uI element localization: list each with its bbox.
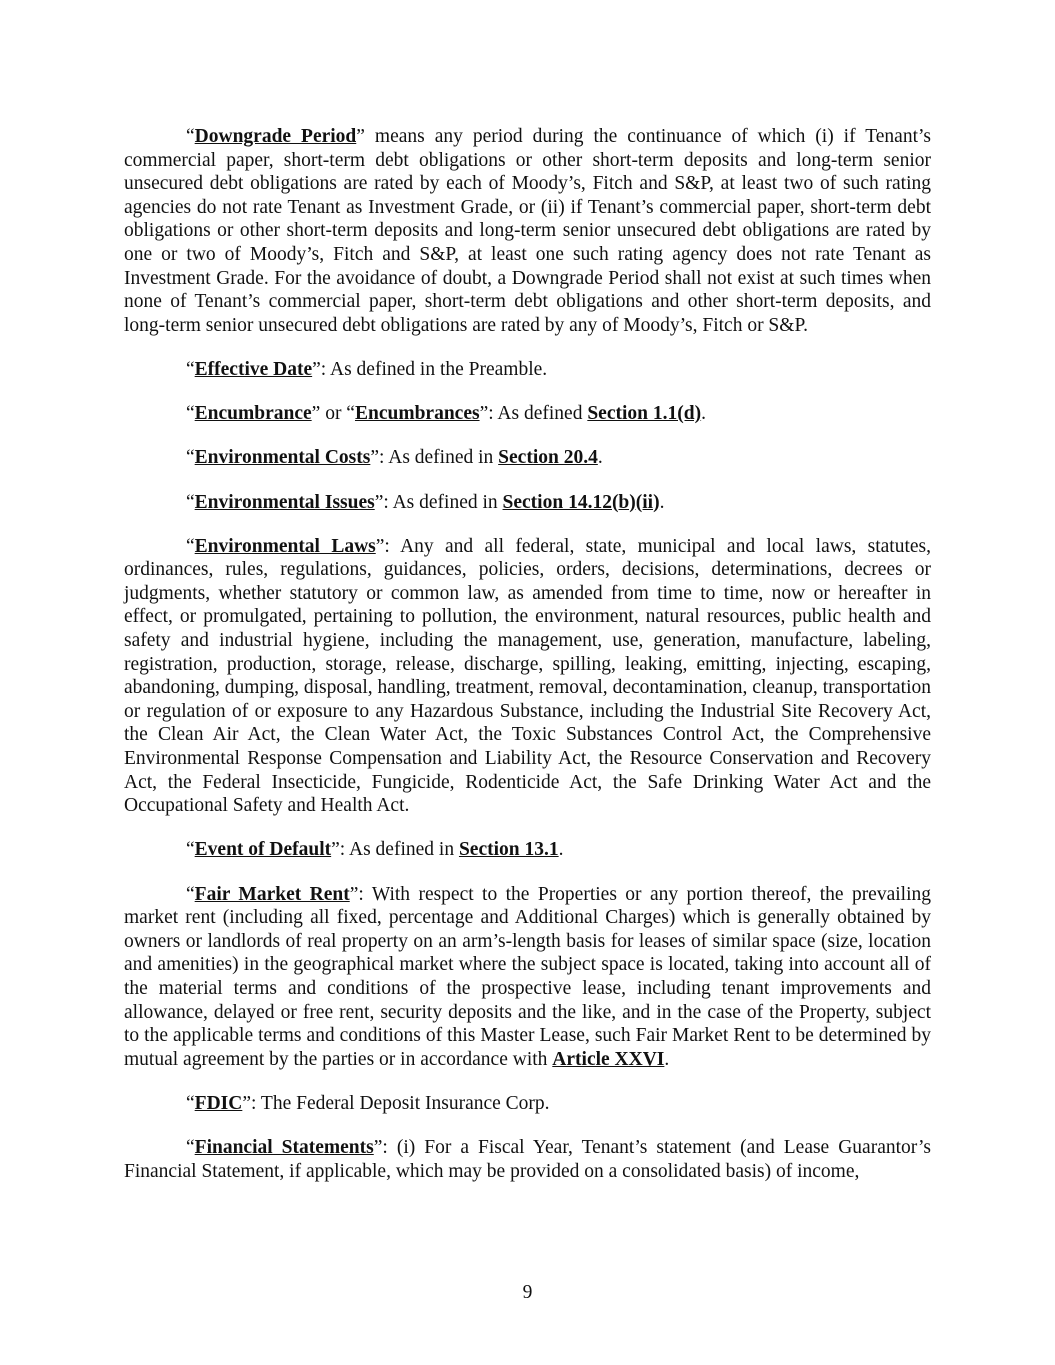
- defined-term: FDIC: [194, 1092, 243, 1114]
- definition-text: : As defined in: [383, 491, 503, 513]
- definition-text: : As defined: [488, 403, 588, 425]
- defined-term: Environmental Costs: [194, 447, 371, 469]
- definition-text: : As defined in: [339, 839, 459, 861]
- definition-encumbrance: “Encumbrance” or “Encumbrances”: As defined Section 1.1(d).: [186, 403, 706, 425]
- defined-term: Event of Default: [194, 839, 332, 861]
- definition-event-of-default: “Event of Default”: As defined in Section 13.1.: [186, 839, 564, 861]
- defined-term: Environmental Laws: [194, 535, 376, 557]
- definition-effective-date: “Effective Date”: As defined in the Preamble.: [186, 358, 548, 380]
- definition-environmental-costs: “Environmental Costs”: As defined in Section 20.4.: [186, 447, 603, 469]
- definition-environmental-issues: “Environmental Issues”: As defined in Section 14.12(b)(ii).: [186, 491, 665, 513]
- page-number: 9: [522, 1282, 533, 1303]
- section-reference: Section 14.12(b)(ii): [502, 491, 660, 513]
- defined-term: Encumbrance: [194, 403, 312, 425]
- definition-financial-statements: “Financial Statements”: (i) For a Fiscal Year, Tenant’s statement (and Lease Guarantor’s Financial Statement, if applicable, which may be provided on a consolidated basis) of income,: [124, 1137, 932, 1182]
- definition-text: : The Federal Deposit Insurance Corp.: [250, 1092, 550, 1114]
- section-reference: Section 13.1: [458, 839, 559, 861]
- definition-text: : Any and all federal, state, municipal and local laws, statutes, ordinances, rules, regulations, guidances, policies, orders, decisions, determinations, decrees or judgments, whether statutory or common law, as amended from time to time, now or hereafter in effect, or promulgated, pertaining to pollution, the environment, natural resources, public health and safety and industrial hygiene, including the management, use, generation, manufacture, labeling, registration, production, storage, release, discharge, spilling, leaking, emitting, injecting, escaping, abandoning, dumping, disposal, handling, treatment, removal, decontamination, cleanup, transportation or regulation of or exposure to any Hazardous Substance, including the Industrial Site Recovery Act, the Clean Air Act, the Clean Water Act, the Toxic Substances Control Act, the Comprehensive Environmental Response Compensation and Liability Act, the Resource Conservation and Recovery Act, the Federal Insecticide, Fungicide, Rodenticide Act, the Safe Drinking Water Act and the Occupational Safety and Health Act.: [124, 535, 931, 817]
- document-body: [124, 125, 931, 1204]
- definition-environmental-laws: “Environmental Laws”: Any and all federal, state, municipal and local laws, statutes, ordinances, rules, regulations, guidances, policies, orders, decisions, determinations, decrees or judgments, whether statutory or common law, as amended from time to time, now or hereafter in effect, or promulgated, pertaining to pollution, the environment, natural resources, public health and safety and industrial hygiene, including the management, use, generation, manufacture, labeling, registration, production, storage, release, discharge, spilling, leaking, emitting, injecting, escaping, abandoning, dumping, disposal, handling, treatment, removal, decontamination, cleanup, transportation or regulation of or exposure to any Hazardous Substance, including the Industrial Site Recovery Act, the Clean Air Act, the Clean Water Act, the Toxic Substances Control Act, the Comprehensive Environmental Response Compensation and Liability Act, the Resource Conservation and Recovery Act, the Federal Insecticide, Fungicide, Rodenticide Act, the Safe Drinking Water Act and the Occupational Safety and Health Act.: [124, 535, 931, 817]
- definition-text: : As defined in the Preamble.: [320, 358, 548, 380]
- definition-fdic: “FDIC”: The Federal Deposit Insurance Corp.: [186, 1092, 550, 1114]
- definition-fair-market-rent: “Fair Market Rent”: With respect to the Properties or any portion thereof, the prevailing market rent (including all fixed, percentage and Additional Charges) which is generally obtained by owners or landlords of real property on an arm’s-length basis for leases of similar space (size, location and amenities) in the geographical market where the subject space is located, taking into account all of the material terms and conditions of the prospective lease, including tenant improvements and allowance, delayed or free rent, security deposits and the like, and in the case of the Property, subject to the applicable terms and conditions of this Master Lease, such Fair Market Rent to be determined by mutual agreement by the parties or in accordance with Article XXVI.: [124, 883, 931, 1070]
- defined-term: Environmental Issues: [194, 491, 375, 513]
- article-reference: Article XXVI: [552, 1048, 665, 1070]
- section-reference: Section 20.4: [498, 447, 598, 469]
- section-reference: Section 1.1(d): [587, 403, 702, 425]
- definition-text: : With respect to the Properties or any portion thereof, the prevailing market rent (including all fixed, percentage and Additional Charges) which is generally obtained by owners or landlords of real property on an arm’s-length basis for leases of similar space (size, location and amenities) in the geographical market where the subject space is located, taking into account all of the material terms and conditions of the prospective lease, including tenant improvements and allowance, delayed or free rent, security deposits and the like, and in the case of the Property, subject to the applicable terms and conditions of this Master Lease, such Fair Market Rent to be determined by mutual agreement by the parties or in accordance with: [124, 883, 931, 1070]
- definition-text: : (i) For a Fiscal Year, Tenant’s statement (and Lease Guarantor’s Financial Statement, if applicable, which may be provided on a consolidated basis) of income,: [124, 1137, 932, 1182]
- defined-term: Financial Statements: [194, 1137, 374, 1159]
- definition-downgrade-period: “Downgrade Period” means any period during the continuance of which (i) if Tenant’s commercial paper, short-term debt obligations or other short-term deposits and long-term senior unsecured debt obligations are rated by each of Moody’s, Fitch and S&P, at least two of such rating agencies do not rate Tenant as Investment Grade, or (ii) if Tenant’s commercial paper, short-term debt obligations or other short-term deposits and long-term senior unsecured debt obligations are rated by one or two of Moody’s, Fitch and S&P, at least one such rating agency does not rate Tenant as Investment Grade. For the avoidance of doubt, a Downgrade Period shall not exist at such times when none of Tenant’s commercial paper, short-term debt obligations and other short-term deposits, and long-term senior unsecured debt obligations are rated by any of Moody’s, Fitch or S&P.: [124, 126, 931, 336]
- defined-term: Downgrade Period: [194, 126, 357, 147]
- defined-term: Fair Market Rent: [194, 883, 350, 905]
- defined-term: Effective Date: [194, 358, 313, 380]
- definition-text: means any period during the continuance of which (i) if Tenant’s commercial paper, short-term debt obligations or other short-term deposits and long-term senior unsecured debt obligations are rated by each of Moody’s, Fitch and S&P, at least two of such rating agencies do not rate Tenant as Investment Grade, or (ii) if Tenant’s commercial paper, short-term debt obligations or other short-term deposits and long-term senior unsecured debt obligations are rated by one or two of Moody’s, Fitch and S&P, at least one such rating agency does not rate Tenant as Investment Grade. For the avoidance of doubt, a Downgrade Period shall not exist at such times when none of Tenant’s commercial paper, short-term debt obligations and other short-term deposits, and long-term senior unsecured debt obligations are rated by any of Moody’s, Fitch or S&P.: [124, 126, 931, 336]
- defined-term: Encumbrances: [354, 403, 480, 425]
- definition-text: : As defined in: [379, 447, 499, 469]
